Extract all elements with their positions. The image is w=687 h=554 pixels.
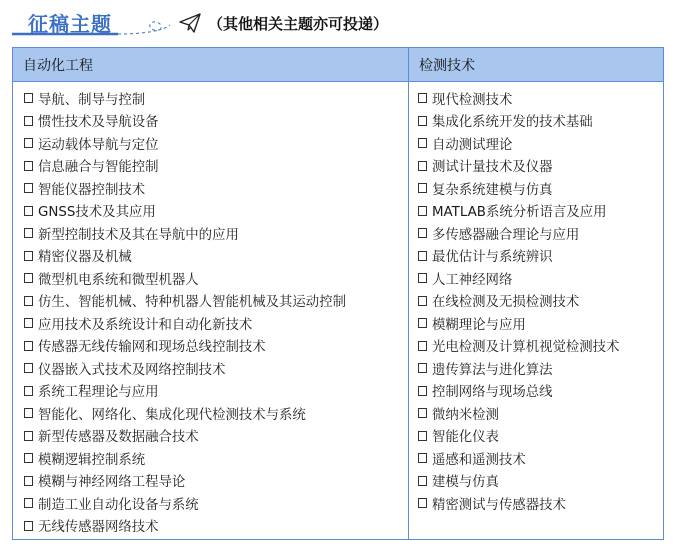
topic-checkbox[interactable] bbox=[418, 318, 427, 328]
topic-checkbox[interactable] bbox=[418, 431, 427, 441]
topic-label: 智能仪器控制技术 bbox=[38, 182, 146, 198]
topic-label: 运动载体导航与定位 bbox=[38, 137, 159, 153]
topic-checkbox[interactable] bbox=[24, 138, 33, 148]
topic-checkbox[interactable] bbox=[418, 251, 427, 261]
automation-column bbox=[13, 82, 409, 539]
topic-label: 精密仪器及机械 bbox=[38, 250, 132, 266]
topic-item bbox=[409, 492, 663, 515]
topic-label: 惯性技术及导航设备 bbox=[38, 115, 159, 131]
topic-checkbox[interactable] bbox=[24, 498, 33, 508]
topic-checkbox[interactable] bbox=[24, 431, 33, 441]
topic-item bbox=[409, 447, 663, 470]
topic-label: 集成化系统开发的技术基础 bbox=[432, 115, 593, 131]
topic-item bbox=[13, 447, 408, 470]
topic-label: 模糊逻辑控制系统 bbox=[38, 452, 146, 468]
topic-checkbox[interactable] bbox=[418, 453, 427, 463]
topic-label: 制造工业自动化设备与系统 bbox=[38, 497, 199, 513]
topic-item bbox=[13, 380, 408, 403]
topic-checkbox[interactable] bbox=[24, 476, 33, 486]
topic-item bbox=[409, 290, 663, 313]
page-title: 征稿主题 bbox=[28, 12, 112, 36]
topic-checkbox[interactable] bbox=[24, 161, 33, 171]
topic-item bbox=[13, 335, 408, 358]
topic-label: 精密测试与传感器技术 bbox=[432, 497, 566, 513]
paper-plane-icon bbox=[179, 13, 201, 33]
topic-item bbox=[13, 177, 408, 200]
topic-label: 微纳米检测 bbox=[432, 407, 499, 423]
topic-checkbox[interactable] bbox=[418, 273, 427, 283]
topic-table bbox=[12, 47, 664, 540]
topic-checkbox[interactable] bbox=[24, 296, 33, 306]
topic-item bbox=[13, 290, 408, 313]
topic-checkbox[interactable] bbox=[24, 251, 33, 261]
automation-topic-list bbox=[13, 87, 408, 537]
topic-item bbox=[13, 155, 408, 178]
header bbox=[0, 0, 687, 46]
topic-label: 仪器嵌入式技术及网络控制技术 bbox=[38, 362, 226, 378]
topic-item bbox=[409, 380, 663, 403]
topic-label: 智能化、网络化、集成化现代检测技术与系统 bbox=[38, 407, 306, 423]
topic-checkbox[interactable] bbox=[24, 386, 33, 396]
topic-item bbox=[13, 222, 408, 245]
topic-item bbox=[13, 470, 408, 493]
topic-checkbox[interactable] bbox=[24, 183, 33, 193]
topic-item bbox=[13, 402, 408, 425]
topic-label: 多传感器融合理论与应用 bbox=[432, 227, 580, 243]
topic-label: 最优估计与系统辨识 bbox=[432, 250, 553, 266]
topic-label: 应用技术及系统设计和自动化新技术 bbox=[38, 317, 253, 333]
topic-item bbox=[13, 492, 408, 515]
topic-checkbox[interactable] bbox=[418, 228, 427, 238]
topic-item bbox=[409, 245, 663, 268]
topic-label: 传感器无线传输网和现场总线控制技术 bbox=[38, 340, 266, 356]
topic-label: 无线传感器网络技术 bbox=[38, 520, 159, 536]
topic-checkbox[interactable] bbox=[24, 206, 33, 216]
topic-item bbox=[409, 267, 663, 290]
topic-label: 现代检测技术 bbox=[432, 92, 513, 108]
topic-label: 微型机电系统和微型机器人 bbox=[38, 272, 199, 288]
topic-item bbox=[409, 312, 663, 335]
topic-item bbox=[13, 425, 408, 448]
topic-checkbox[interactable] bbox=[418, 341, 427, 351]
topic-label: 信息融合与智能控制 bbox=[38, 160, 159, 176]
topic-item bbox=[13, 357, 408, 380]
topic-label: 新型控制技术及其在导航中的应用 bbox=[38, 227, 239, 243]
topic-item bbox=[13, 267, 408, 290]
topic-item bbox=[409, 357, 663, 380]
topic-label: 控制网络与现场总线 bbox=[432, 385, 553, 401]
topic-checkbox[interactable] bbox=[24, 453, 33, 463]
topic-label: 系统工程理论与应用 bbox=[38, 385, 159, 401]
topic-item bbox=[13, 200, 408, 223]
topic-checkbox[interactable] bbox=[24, 318, 33, 328]
topic-checkbox[interactable] bbox=[24, 341, 33, 351]
topic-checkbox[interactable] bbox=[24, 228, 33, 238]
column-heading-automation: 自动化工程 bbox=[13, 48, 409, 81]
topic-checkbox[interactable] bbox=[24, 363, 33, 373]
detection-topic-list bbox=[409, 87, 663, 515]
topic-checkbox[interactable] bbox=[418, 386, 427, 396]
topic-checkbox[interactable] bbox=[418, 206, 427, 216]
topic-checkbox[interactable] bbox=[418, 138, 427, 148]
topic-item bbox=[409, 402, 663, 425]
topic-checkbox[interactable] bbox=[418, 363, 427, 373]
topic-label: 新型传感器及数据融合技术 bbox=[38, 430, 199, 446]
topic-item bbox=[409, 155, 663, 178]
topic-item bbox=[409, 110, 663, 133]
topic-checkbox[interactable] bbox=[24, 408, 33, 418]
topic-checkbox[interactable] bbox=[418, 498, 427, 508]
topic-item bbox=[409, 87, 663, 110]
topic-checkbox[interactable] bbox=[418, 408, 427, 418]
topic-label: 模糊与神经网络工程导论 bbox=[38, 475, 186, 491]
topic-label: 导航、制导与控制 bbox=[38, 92, 146, 108]
topic-label: 在线检测及无损检测技术 bbox=[432, 295, 580, 311]
topic-item bbox=[409, 335, 663, 358]
topic-checkbox[interactable] bbox=[418, 93, 427, 103]
topic-label: 光电检测及计算机视觉检测技术 bbox=[432, 340, 620, 356]
topic-checkbox[interactable] bbox=[418, 161, 427, 171]
topic-label: 遥感和遥测技术 bbox=[432, 452, 526, 468]
topic-item bbox=[409, 425, 663, 448]
topic-label: 自动测试理论 bbox=[432, 137, 513, 153]
topic-label: GNSS技术及其应用 bbox=[38, 205, 156, 221]
topic-item bbox=[13, 312, 408, 335]
topic-label: 模糊理论与应用 bbox=[432, 317, 526, 333]
table-body bbox=[13, 82, 663, 539]
topic-label: 人工神经网络 bbox=[432, 272, 513, 288]
topic-item bbox=[13, 110, 408, 133]
topic-label: 复杂系统建模与仿真 bbox=[432, 182, 553, 198]
topic-checkbox[interactable] bbox=[24, 93, 33, 103]
topic-checkbox[interactable] bbox=[24, 521, 33, 531]
topic-label: 建模与仿真 bbox=[432, 475, 499, 491]
topic-checkbox[interactable] bbox=[24, 116, 33, 126]
topic-item bbox=[409, 470, 663, 493]
topic-item bbox=[409, 132, 663, 155]
column-heading-detection: 检测技术 bbox=[419, 57, 475, 74]
topic-item bbox=[13, 245, 408, 268]
table-header-row bbox=[13, 48, 663, 82]
topic-label: 仿生、智能机械、特种机器人智能机械及其运动控制 bbox=[38, 295, 346, 311]
topic-label: MATLAB系统分析语言及应用 bbox=[432, 205, 607, 221]
topic-checkbox[interactable] bbox=[24, 273, 33, 283]
topic-item bbox=[13, 515, 408, 538]
page-subtitle: （其他相关主题亦可投递） bbox=[208, 15, 389, 33]
topic-checkbox[interactable] bbox=[418, 476, 427, 486]
topic-label: 智能化仪表 bbox=[432, 430, 499, 446]
topic-item bbox=[409, 200, 663, 223]
topic-item bbox=[409, 222, 663, 245]
topic-item bbox=[13, 132, 408, 155]
topic-label: 遗传算法与进化算法 bbox=[432, 362, 553, 378]
detection-column bbox=[409, 82, 663, 539]
topic-checkbox[interactable] bbox=[418, 183, 427, 193]
topic-checkbox[interactable] bbox=[418, 116, 427, 126]
topic-item bbox=[13, 87, 408, 110]
topic-label: 测试计量技术及仪器 bbox=[432, 160, 553, 176]
topic-item bbox=[409, 177, 663, 200]
topic-checkbox[interactable] bbox=[418, 296, 427, 306]
